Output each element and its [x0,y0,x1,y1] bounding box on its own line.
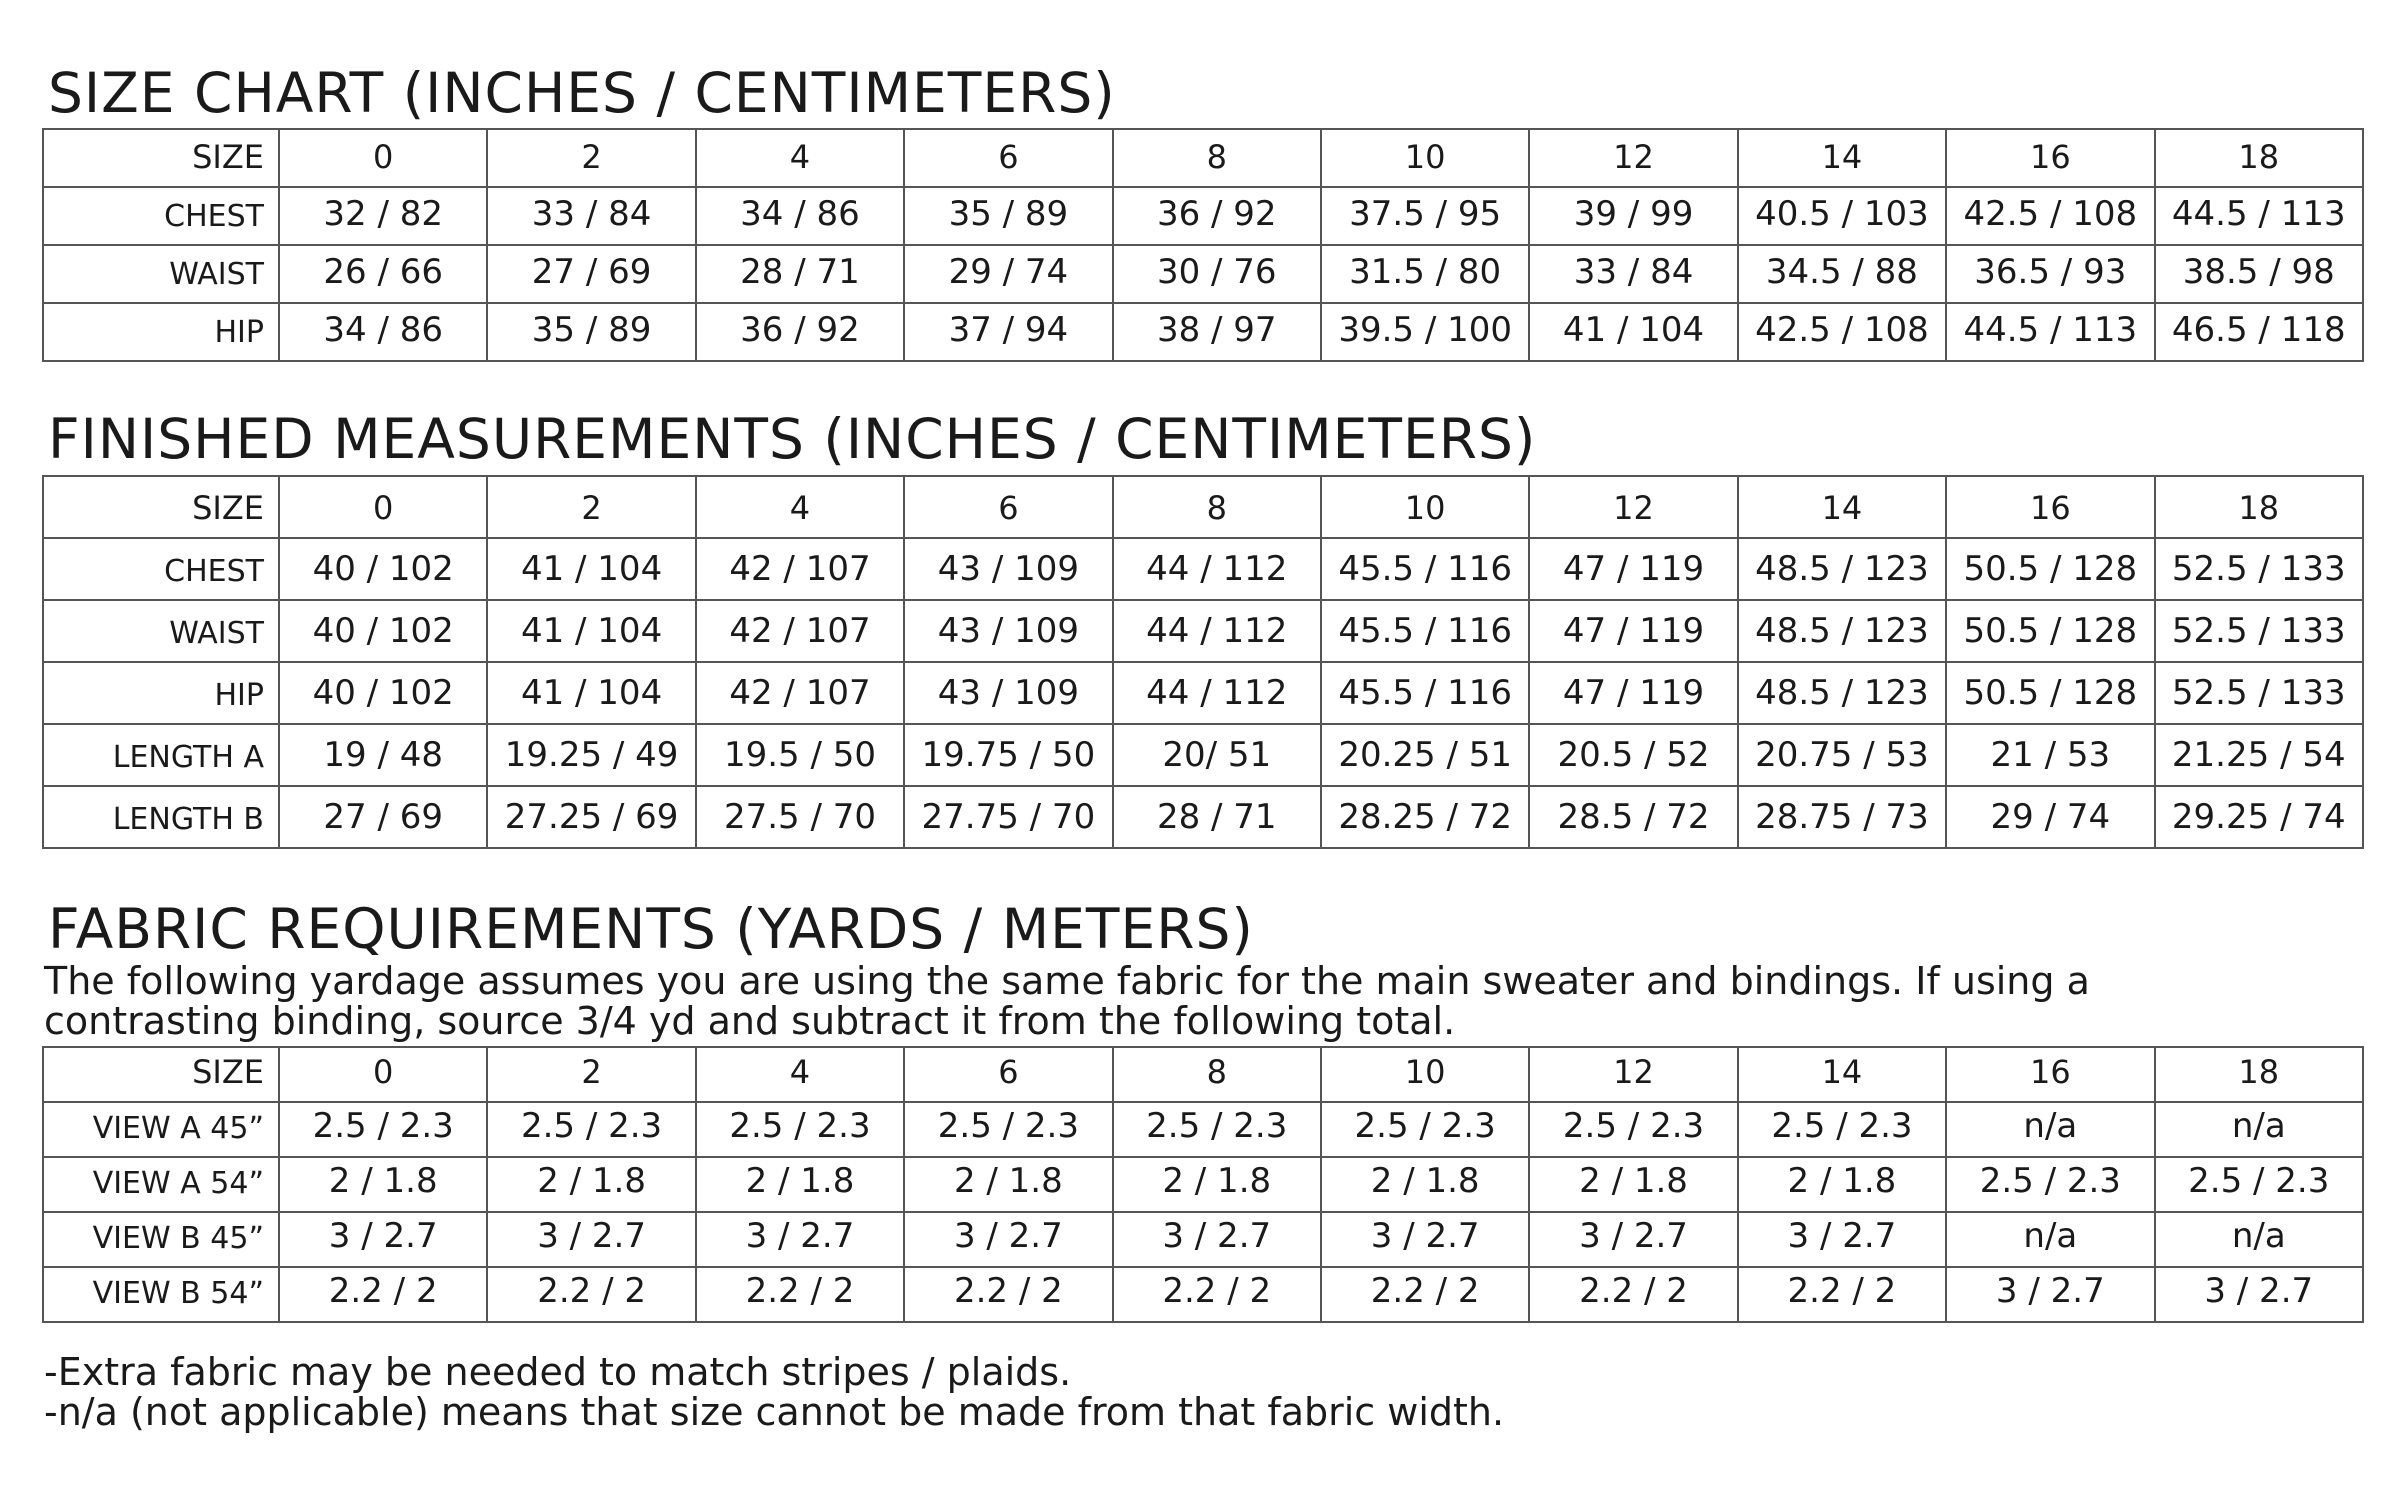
table-cell: 20.25 / 51 [1321,724,1529,786]
fabric-description-line-1: The following yardage assumes you are using the same fabric for the main sweater and bindings. If using a [44,959,2090,1003]
table-cell: 3 / 2.7 [696,1212,904,1267]
table-cell: 2.5 / 2.3 [1946,1157,2154,1212]
size-header-cell: 2 [487,1047,695,1102]
table-cell: 2.2 / 2 [1321,1267,1529,1322]
table-row [43,786,2363,848]
size-header-cell: 8 [1113,1047,1321,1102]
fabric-note-1: -Extra fabric may be needed to match stripes / plaids. [44,1350,1072,1394]
table-cell: 43 / 109 [904,662,1112,724]
table-cell: 19 / 48 [279,724,487,786]
size-header-cell: 12 [1529,476,1737,538]
table-cell: 2.2 / 2 [904,1267,1112,1322]
table-cell: 37.5 / 95 [1321,187,1529,245]
table-cell: 45.5 / 116 [1321,600,1529,662]
table-cell: 2.5 / 2.3 [904,1102,1112,1157]
table-cell: 52.5 / 133 [2155,662,2363,724]
table-cell: 50.5 / 128 [1946,662,2154,724]
table-row [43,1212,2363,1267]
table-cell: 37 / 94 [904,303,1112,361]
size-header-cell: 18 [2155,1047,2363,1102]
size-header-cell: 2 [487,476,695,538]
size-header-row [43,1047,2363,1102]
size-header-cell: 6 [904,129,1112,187]
table-cell: 27 / 69 [487,245,695,303]
table-cell: 2 / 1.8 [1529,1157,1737,1212]
table-cell: 42.5 / 108 [1738,303,1946,361]
table-cell: 29 / 74 [904,245,1112,303]
size-header-cell: 6 [904,476,1112,538]
table-cell: 41 / 104 [487,600,695,662]
table-cell: 2.5 / 2.3 [696,1102,904,1157]
table-cell: 2.5 / 2.3 [1113,1102,1321,1157]
table-cell: 33 / 84 [487,187,695,245]
table-cell: 2.2 / 2 [279,1267,487,1322]
size-header-cell: 10 [1321,476,1529,538]
table-row [43,1157,2363,1212]
size-header-cell: 14 [1738,476,1946,538]
table-cell: 34.5 / 88 [1738,245,1946,303]
table-cell: 2.5 / 2.3 [1529,1102,1737,1157]
table-cell: 2.2 / 2 [487,1267,695,1322]
size-header-cell: 0 [279,476,487,538]
fabric-requirements-table [42,1046,2364,1323]
size-header-cell: 10 [1321,1047,1529,1102]
table-cell: 34 / 86 [279,303,487,361]
table-cell: 36 / 92 [1113,187,1321,245]
row-label: HIP [43,303,279,361]
row-label: CHEST [43,538,279,600]
table-cell: 41 / 104 [487,662,695,724]
table-cell: 47 / 119 [1529,538,1737,600]
table-cell: 44 / 112 [1113,600,1321,662]
size-header-cell: 14 [1738,129,1946,187]
table-cell: 33 / 84 [1529,245,1737,303]
table-cell: 44 / 112 [1113,662,1321,724]
size-header-cell: 0 [279,129,487,187]
table-cell: n/a [1946,1102,2154,1157]
table-cell: 31.5 / 80 [1321,245,1529,303]
fabric-requirements-title: FABRIC REQUIREMENTS (YARDS / METERS) [48,897,1254,961]
row-label: VIEW A 54” [43,1157,279,1212]
table-cell: 36.5 / 93 [1946,245,2154,303]
table-cell: 52.5 / 133 [2155,538,2363,600]
size-header-cell: 18 [2155,476,2363,538]
row-label: VIEW A 45” [43,1102,279,1157]
table-cell: 3 / 2.7 [1113,1212,1321,1267]
table-cell: 2 / 1.8 [1113,1157,1321,1212]
table-cell: 46.5 / 118 [2155,303,2363,361]
table-cell: 2 / 1.8 [696,1157,904,1212]
table-cell: 39.5 / 100 [1321,303,1529,361]
table-row [43,600,2363,662]
table-cell: 2.2 / 2 [1113,1267,1321,1322]
table-row [43,662,2363,724]
table-cell: 45.5 / 116 [1321,538,1529,600]
table-cell: 42 / 107 [696,662,904,724]
table-cell: 30 / 76 [1113,245,1321,303]
table-cell: 3 / 2.7 [1529,1212,1737,1267]
table-cell: 3 / 2.7 [2155,1267,2363,1322]
size-header-cell: 2 [487,129,695,187]
size-header-cell: 14 [1738,1047,1946,1102]
size-header-cell: 8 [1113,476,1321,538]
row-label: LENGTH B [43,786,279,848]
size-header-cell: 8 [1113,129,1321,187]
table-cell: 2.5 / 2.3 [1738,1102,1946,1157]
table-cell: 29 / 74 [1946,786,2154,848]
table-cell: 21 / 53 [1946,724,2154,786]
table-row [43,724,2363,786]
table-cell: 35 / 89 [904,187,1112,245]
table-cell: 2.2 / 2 [1529,1267,1737,1322]
size-header-cell: 16 [1946,1047,2154,1102]
table-cell: 20/ 51 [1113,724,1321,786]
table-cell: 48.5 / 123 [1738,662,1946,724]
row-label: HIP [43,662,279,724]
table-row [43,538,2363,600]
table-cell: 2.2 / 2 [696,1267,904,1322]
table-cell: 29.25 / 74 [2155,786,2363,848]
table-row [43,245,2363,303]
table-cell: 28.5 / 72 [1529,786,1737,848]
table-cell: 48.5 / 123 [1738,538,1946,600]
table-cell: 26 / 66 [279,245,487,303]
table-cell: 50.5 / 128 [1946,538,2154,600]
table-cell: 20.75 / 53 [1738,724,1946,786]
table-cell: 41 / 104 [1529,303,1737,361]
table-cell: 42.5 / 108 [1946,187,2154,245]
table-cell: 38.5 / 98 [2155,245,2363,303]
table-cell: 40 / 102 [279,600,487,662]
table-cell: 2.5 / 2.3 [487,1102,695,1157]
table-cell: n/a [2155,1212,2363,1267]
table-cell: 3 / 2.7 [1321,1212,1529,1267]
size-chart-table [42,128,2364,362]
row-label: CHEST [43,187,279,245]
table-cell: 3 / 2.7 [904,1212,1112,1267]
table-cell: 47 / 119 [1529,662,1737,724]
table-cell: 28.25 / 72 [1321,786,1529,848]
table-cell: 19.75 / 50 [904,724,1112,786]
table-cell: 2 / 1.8 [487,1157,695,1212]
table-cell: n/a [2155,1102,2363,1157]
table-cell: 43 / 109 [904,538,1112,600]
table-cell: 3 / 2.7 [487,1212,695,1267]
table-cell: 27.75 / 70 [904,786,1112,848]
size-header-label: SIZE [43,1047,279,1102]
size-header-cell: 4 [696,1047,904,1102]
size-header-row [43,129,2363,187]
table-cell: 2 / 1.8 [279,1157,487,1212]
table-cell: 2 / 1.8 [1738,1157,1946,1212]
table-cell: 27.5 / 70 [696,786,904,848]
size-header-row [43,476,2363,538]
size-header-cell: 10 [1321,129,1529,187]
table-cell: 42 / 107 [696,538,904,600]
table-row [43,1267,2363,1322]
table-cell: 28.75 / 73 [1738,786,1946,848]
table-cell: 3 / 2.7 [1738,1212,1946,1267]
table-cell: 47 / 119 [1529,600,1737,662]
size-header-label: SIZE [43,476,279,538]
size-header-cell: 6 [904,1047,1112,1102]
table-cell: 44 / 112 [1113,538,1321,600]
row-label: VIEW B 54” [43,1267,279,1322]
table-cell: 40 / 102 [279,538,487,600]
table-cell: 40.5 / 103 [1738,187,1946,245]
size-header-cell: 18 [2155,129,2363,187]
table-cell: 42 / 107 [696,600,904,662]
table-cell: 44.5 / 113 [2155,187,2363,245]
table-cell: 3 / 2.7 [1946,1267,2154,1322]
table-cell: 35 / 89 [487,303,695,361]
table-cell: 38 / 97 [1113,303,1321,361]
table-cell: 27 / 69 [279,786,487,848]
table-row [43,303,2363,361]
table-cell: 34 / 86 [696,187,904,245]
size-header-cell: 16 [1946,476,2154,538]
table-cell: 41 / 104 [487,538,695,600]
table-cell: 19.5 / 50 [696,724,904,786]
table-cell: 50.5 / 128 [1946,600,2154,662]
table-cell: 32 / 82 [279,187,487,245]
size-header-cell: 12 [1529,129,1737,187]
size-header-cell: 16 [1946,129,2154,187]
size-chart-title: SIZE CHART (INCHES / CENTIMETERS) [48,61,1116,125]
row-label: WAIST [43,600,279,662]
table-cell: 39 / 99 [1529,187,1737,245]
size-header-cell: 4 [696,476,904,538]
table-cell: 2 / 1.8 [904,1157,1112,1212]
table-cell: 40 / 102 [279,662,487,724]
table-cell: 2.5 / 2.3 [279,1102,487,1157]
table-cell: 28 / 71 [696,245,904,303]
table-cell: 21.25 / 54 [2155,724,2363,786]
table-cell: 2.5 / 2.3 [1321,1102,1529,1157]
table-cell: 2.2 / 2 [1738,1267,1946,1322]
fabric-note-2: -n/a (not applicable) means that size cannot be made from that fabric width. [44,1390,1505,1434]
table-cell: 27.25 / 69 [487,786,695,848]
table-cell: 48.5 / 123 [1738,600,1946,662]
table-cell: 3 / 2.7 [279,1212,487,1267]
row-label: VIEW B 45” [43,1212,279,1267]
finished-measurements-title: FINISHED MEASUREMENTS (INCHES / CENTIMETERS) [48,407,1537,471]
table-cell: 43 / 109 [904,600,1112,662]
fabric-description-line-2: contrasting binding, source 3/4 yd and subtract it from the following total. [44,999,1456,1043]
size-header-cell: 0 [279,1047,487,1102]
table-cell: 19.25 / 49 [487,724,695,786]
size-header-cell: 4 [696,129,904,187]
size-header-label: SIZE [43,129,279,187]
table-row [43,1102,2363,1157]
table-cell: 52.5 / 133 [2155,600,2363,662]
table-cell: 44.5 / 113 [1946,303,2154,361]
table-cell: 2 / 1.8 [1321,1157,1529,1212]
table-cell: n/a [1946,1212,2154,1267]
table-cell: 45.5 / 116 [1321,662,1529,724]
table-cell: 20.5 / 52 [1529,724,1737,786]
row-label: WAIST [43,245,279,303]
table-cell: 2.5 / 2.3 [2155,1157,2363,1212]
row-label: LENGTH A [43,724,279,786]
finished-measurements-table [42,475,2364,849]
table-cell: 36 / 92 [696,303,904,361]
size-header-cell: 12 [1529,1047,1737,1102]
table-row [43,187,2363,245]
table-cell: 28 / 71 [1113,786,1321,848]
